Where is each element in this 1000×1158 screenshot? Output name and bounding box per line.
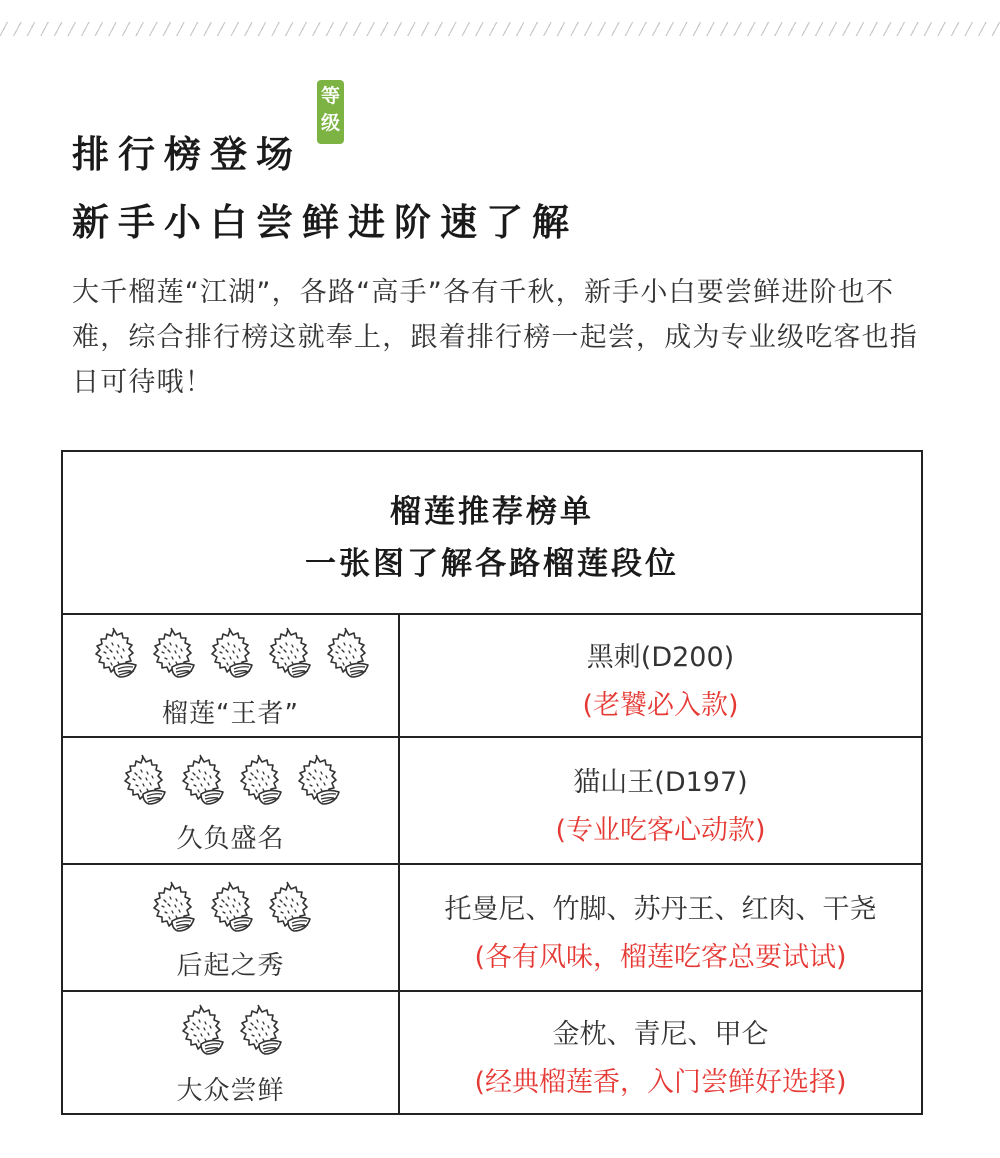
table-subtitle: 一张图了解各路榴莲段位 (305, 546, 679, 582)
variety-list: 黑刺(D200) (586, 642, 735, 673)
level-badge: 等级 (317, 80, 344, 144)
variety-list: 托曼尼、竹脚、苏丹王、红肉、干尧 (444, 894, 877, 925)
rank-variety-cell (400, 738, 921, 863)
rank-variety-cell (400, 992, 921, 1113)
durian-icon (235, 1004, 285, 1058)
durian-icon (206, 627, 256, 681)
tier-name: 久负盛名 (176, 824, 285, 854)
durian-icon (148, 881, 198, 935)
intro-paragraph: 大千榴莲“江湖”，各路“高手”各有千秋，新手小白要尝鲜进阶也不难，综合排行榜这就奉上，跟着排行榜一起尝，成为专业级吃客也指日可待哦！ (72, 277, 918, 398)
rank-tier-cell (63, 738, 400, 863)
durian-icon (322, 627, 372, 681)
durian-icon (119, 754, 169, 808)
variety-note: (老饕必入款) (582, 690, 739, 721)
durian-icon (293, 754, 343, 808)
durian-icon (148, 627, 198, 681)
tier-name: 榴莲“王者” (162, 699, 299, 729)
rank-tier-cell (63, 615, 400, 736)
rank-variety-cell (400, 615, 921, 736)
durian-rating (63, 627, 398, 683)
variety-note: (经典榴莲香，入门尝鲜好选择) (474, 1067, 847, 1098)
variety-note: (专业吃客心动款) (555, 815, 766, 846)
table-title: 榴莲推荐榜单 (390, 494, 594, 530)
durian-icon (90, 627, 140, 681)
durian-icon (177, 754, 227, 808)
rank-variety-cell (400, 865, 921, 990)
tier-name: 大众尝鲜 (176, 1076, 285, 1106)
rank-tier-cell (63, 992, 400, 1113)
variety-list: 猫山王(D197) (573, 767, 748, 798)
variety-list: 金枕、青尼、甲仑 (552, 1019, 769, 1050)
durian-rating (63, 1004, 398, 1060)
durian-icon (235, 754, 285, 808)
rank-row (63, 615, 921, 738)
durian-ranking-table (61, 450, 923, 1115)
rank-row (63, 738, 921, 865)
variety-note: (各有风味，榴莲吃客总要试试) (474, 942, 847, 973)
durian-icon (264, 627, 314, 681)
rank-row (63, 992, 921, 1113)
rank-tier-cell (63, 865, 400, 990)
decorative-stripe (0, 22, 1000, 36)
tier-name: 后起之秀 (176, 951, 285, 981)
durian-rating (63, 881, 398, 937)
table-header (63, 452, 921, 615)
page-subtitle: 新手小白尝鲜进阶速了解 (72, 201, 578, 244)
rank-row (63, 865, 921, 992)
page-title: 排行榜登场 (72, 133, 302, 176)
durian-icon (206, 881, 256, 935)
durian-icon (264, 881, 314, 935)
durian-rating (63, 754, 398, 810)
durian-icon (177, 1004, 227, 1058)
